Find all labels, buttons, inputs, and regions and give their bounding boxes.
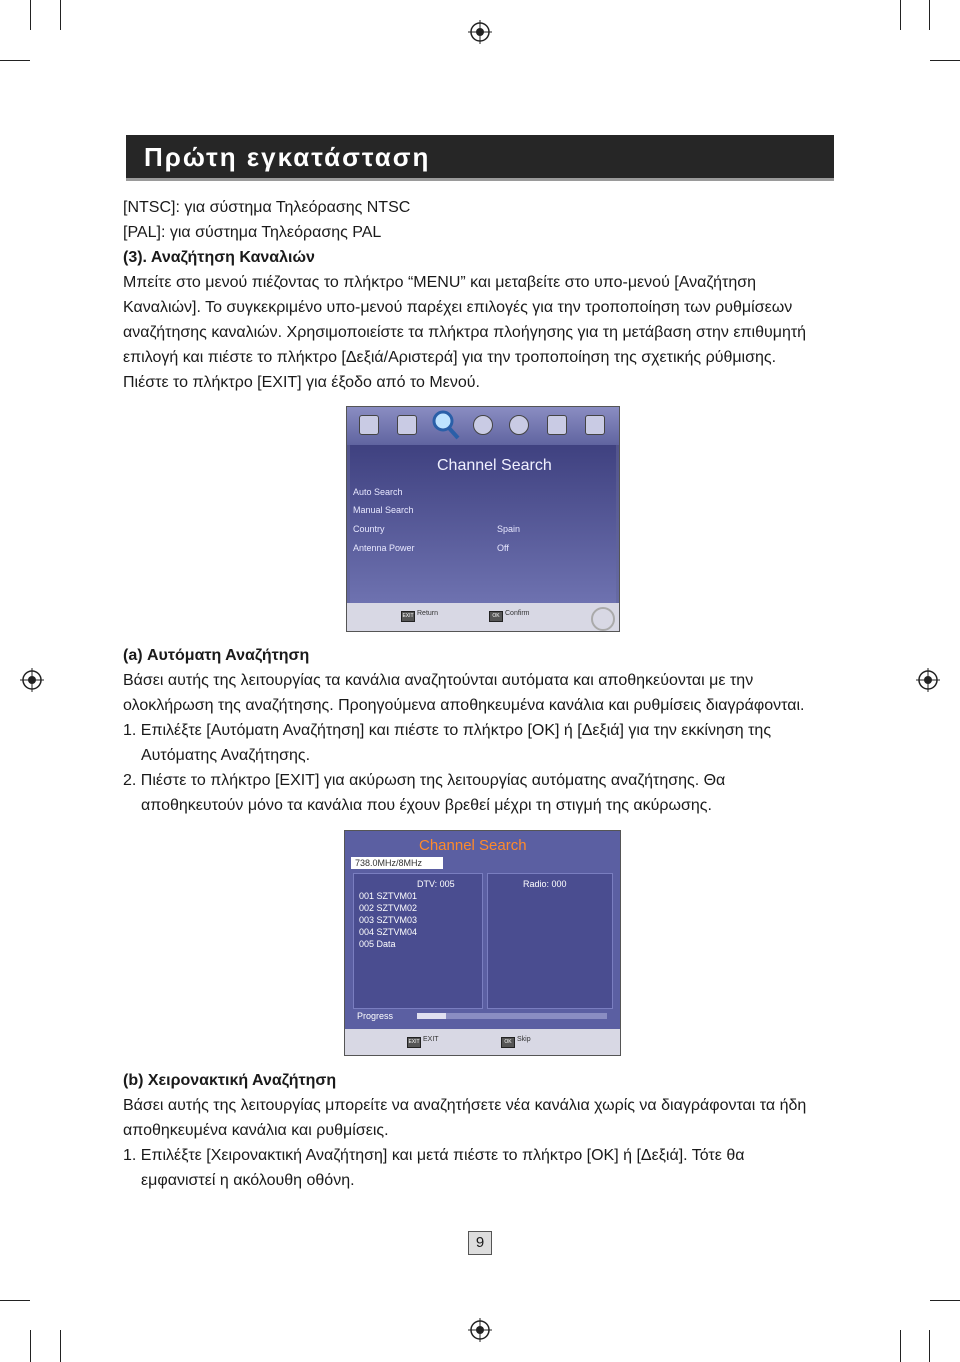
screen-footer (345, 1029, 620, 1055)
navigation-arrows-icon (591, 607, 615, 631)
crop-mark (30, 0, 31, 30)
menu-footer (347, 603, 619, 631)
paragraph-line: [NTSC]: για σύστημα Τηλεόρασης NTSC (123, 199, 411, 216)
exit-key-icon: EXIT (407, 1037, 421, 1048)
channel-list-item: 004 SZTVM04 (359, 927, 418, 937)
crop-mark (929, 0, 930, 30)
exit-key-icon: EXIT (401, 611, 415, 622)
registration-mark-icon (20, 668, 44, 692)
paragraph-line: Καναλιών]. Το συγκεκριμένο υπο-μενού παρέχει επιλογές για την τροποποίηση των ρυθμίσεων (123, 299, 793, 316)
page-number: 9 (468, 1231, 492, 1255)
channel-search-menu-screenshot (346, 406, 620, 632)
menu-item-manual-search: Manual Search (353, 505, 414, 515)
step-line: Αυτόματης Αναζήτησης. (141, 747, 311, 764)
screen-title: Channel Search (419, 837, 527, 854)
time-icon (473, 415, 493, 435)
crop-mark (0, 60, 30, 61)
channel-list-item: 003 SZTVM03 (359, 915, 418, 925)
exit-label: EXIT (423, 1036, 439, 1043)
paragraph-line: [PAL]: για σύστημα Τηλεόρασης PAL (123, 224, 382, 241)
paragraph-line: επιλογή και πιέστε το πλήκτρο [Δεξιά/Αριστερά] για την τροποποίηση της σχετικής ρύθμισης. (123, 349, 777, 366)
paragraph-line: Πιέστε το πλήκτρο [EXIT] για έξοδο από το Μενού. (123, 374, 480, 391)
search-icon (431, 409, 461, 441)
crop-mark (0, 1300, 30, 1301)
paragraph-line: Βάσει αυτής της λειτουργίας μπορείτε να αναζητήσετε νέα κανάλια χωρίς να διαγράφονται τα ήδη (123, 1097, 807, 1114)
crop-mark (929, 1330, 930, 1362)
crop-mark (60, 1330, 61, 1362)
crop-mark (30, 1330, 31, 1362)
auto-search-heading: (a) Αυτόματη Αναζήτηση (123, 647, 310, 664)
dtv-count: DTV: 005 (417, 879, 455, 889)
paragraph-line: αποθηκευμένα κανάλια και ρυθμίσεις. (123, 1122, 389, 1139)
paragraph-line: Μπείτε στο μενού πιέζοντας το πλήκτρο “MENU” και μεταβείτε στο υπο-μενού [Αναζήτηση (123, 274, 756, 291)
crop-mark (930, 60, 960, 61)
usb-icon (585, 415, 605, 435)
paragraph-line: Βάσει αυτής της λειτουργίας τα κανάλια αναζητούνται αυτόματα και αποθηκεύονται με την (123, 672, 754, 689)
option-icon (509, 415, 529, 435)
progress-fill (417, 1013, 446, 1019)
channel-list-item: 001 SZTVM01 (359, 891, 418, 901)
ok-key-icon: OK (501, 1037, 515, 1048)
section-title: Πρώτη εγκατάσταση (144, 142, 431, 172)
step-line: 1. Επιλέξτε [Αυτόματη Αναζήτηση] και πιέστε το πλήκτρο [OK] ή [Δεξιά] για την εκκίνηση της (123, 722, 772, 739)
crop-mark (900, 0, 901, 30)
step-line: 1. Επιλέξτε [Χειρονακτική Αναζήτηση] και μετά πιέστε το πλήκτρο [OK] ή [Δεξιά]. Τότε θα (123, 1147, 745, 1164)
return-label: Return (417, 610, 439, 617)
menu-item-antenna-power: Antenna Power (353, 543, 415, 553)
menu-icon-bar (347, 407, 619, 445)
crop-mark (930, 1300, 960, 1301)
crop-mark (60, 0, 61, 30)
program-icon (359, 415, 379, 435)
menu-item-country: Country (353, 524, 385, 534)
channel-list-item: 005 Data (359, 939, 396, 949)
ok-key-icon: OK (489, 611, 503, 622)
progress-bar (417, 1013, 607, 1019)
antenna-power-value: Off (497, 543, 509, 553)
radio-panel (487, 873, 613, 1009)
picture-icon (397, 415, 417, 435)
manual-search-heading: (b) Χειρονακτική Αναζήτηση (123, 1072, 337, 1089)
channel-list-item: 002 SZTVM02 (359, 903, 418, 913)
confirm-label: Confirm (505, 610, 530, 617)
channel-search-progress-screenshot (344, 830, 621, 1056)
radio-count: Radio: 000 (523, 879, 567, 889)
crop-mark (900, 1330, 901, 1362)
section-header (126, 135, 834, 181)
system-icon (547, 415, 567, 435)
progress-label: Progress (357, 1011, 394, 1021)
registration-mark-icon (468, 20, 492, 44)
frequency-readout: 738.0MHz/8MHz (351, 857, 443, 869)
registration-mark-icon (468, 1318, 492, 1342)
country-value: Spain (497, 524, 521, 534)
step-line: 2. Πιέστε το πλήκτρο [EXIT] για ακύρωση της λειτουργίας αυτόματης αναζήτησης. Θα (123, 772, 726, 789)
step-line: εμφανιστεί η ακόλουθη οθόνη. (141, 1172, 355, 1189)
step-line: αποθηκευτούν μόνο τα κανάλια που έχουν βρεθεί μέχρι τη στιγμή της ακύρωσης. (141, 797, 712, 814)
menu-item-auto-search: Auto Search (353, 487, 403, 497)
paragraph-line: ολοκλήρωση της αναζήτησης. Προηγούμενα αποθηκευμένα κανάλια και ρυθμίσεις διαγράφονται. (123, 697, 805, 714)
skip-label: Skip (517, 1036, 531, 1043)
paragraph-line: αναζήτησης καναλιών. Χρησιμοποιείστε τα πλήκτρα πλοήγησης για τη μετάβαση στην επιθυμητή (123, 324, 807, 341)
registration-mark-icon (916, 668, 940, 692)
subsection-heading: (3). Αναζήτηση Καναλιών (123, 249, 315, 266)
menu-title: Channel Search (437, 457, 552, 474)
